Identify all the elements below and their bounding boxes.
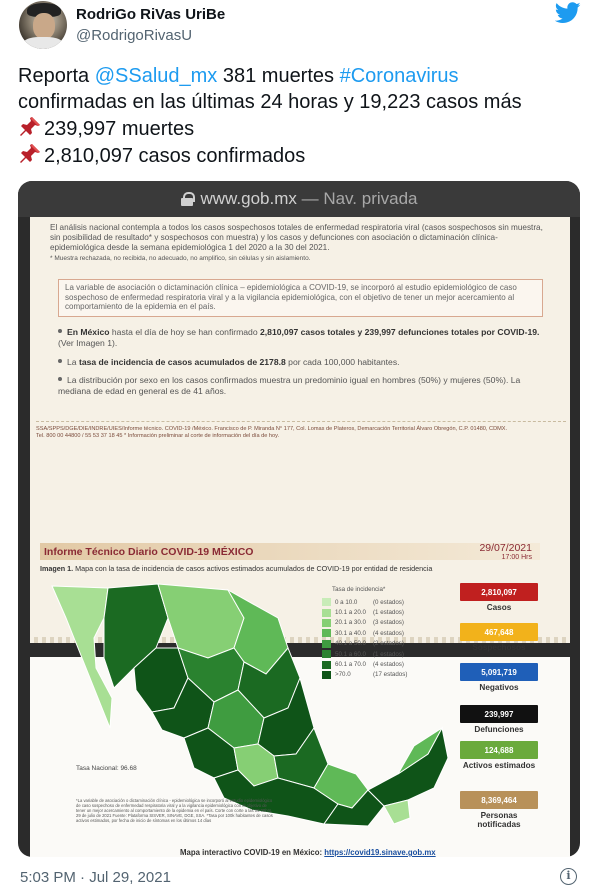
browser-url: www.gob.mx <box>200 189 297 208</box>
hashtag-link[interactable]: #Coronavirus <box>339 65 459 87</box>
legend-states: (1 estados) <box>373 609 404 617</box>
doc-bullet-3: La distribución por sexo en los casos confirmados muestra un predominio igual en hombres (50%) y mujeres (50%). La mediana de edad en general es de 41 años. <box>58 375 521 396</box>
legend-states: (4 estados) <box>373 629 404 637</box>
legend-swatch <box>322 598 331 606</box>
legend-row <box>322 649 413 659</box>
stat-value: 8,369,464 <box>460 791 538 809</box>
report-date: 29/07/2021 <box>479 542 532 554</box>
legend-swatch <box>322 661 331 669</box>
map-footer: Mapa interactivo COVID-19 en México: https://covid19.sinave.gob.mx <box>180 848 436 857</box>
legend-swatch <box>322 671 331 679</box>
legend-row <box>322 597 413 607</box>
legend-states: (2 estados) <box>373 640 404 648</box>
image-caption: Imagen 1. Mapa con la tasa de incidencia de casos activos estimados acumulados de COVID-19 por entidad de residencia <box>40 564 433 573</box>
doc-intro: El análisis nacional contempla a todos los casos sospechosos totales de enfermedad respiratoria viral (casos sospechosos sin muestra, sin posibilidad de resultado* y sospechosos con muestra) y los casos y defunciones con asociación o dictaminación clínica-epidemiológica desde la semana epidemiológica 1 del 2020 a la 30 del 2021. <box>50 223 543 252</box>
mention-link[interactable]: @SSalud_mx <box>94 65 218 87</box>
legend-range: 0 a 10.0 <box>335 598 358 606</box>
legend-states: (17 estados) <box>373 671 408 679</box>
author-handle[interactable]: @RodrigoRivasU <box>76 27 193 44</box>
legend-swatch <box>322 609 331 617</box>
stat-value: 467,648 <box>460 623 538 641</box>
legend-range: 60.1 a 70.0 <box>335 661 366 669</box>
legend-swatch <box>322 640 331 648</box>
tweet-cases: 2,810,097 casos confirmados <box>44 145 306 167</box>
stat-label: Activos estimados <box>462 761 536 770</box>
stat-card <box>460 791 538 829</box>
legend-states: (4 estados) <box>373 661 404 669</box>
stat-label: Personas notificadas <box>477 811 521 829</box>
legend-range: 40.1 a 50.0 <box>335 640 366 648</box>
info-icon[interactable]: i <box>560 868 577 885</box>
doc-footer: SSA/SPPS/DGE/DIE/INDRE/UIES/Informe técnico. COVID-19 /México. Francisco de P. Miranda N° 177, Col. Lomas de Plateros, Demarcación Territorial Álvaro Obregón, C.P. 01480, CDMX. Tel. 800 00 44800 / 55 53 37 18 45 * Información preliminar al corte de información del día de hoy. <box>36 421 566 440</box>
stat-card <box>460 705 538 734</box>
tweet-line-2: confirmadas en las últimas 24 horas y 19,223 casos más <box>18 91 522 113</box>
author-name[interactable]: RodriGo RiVas UriBe <box>76 6 226 23</box>
twitter-bird-icon[interactable] <box>555 2 581 24</box>
lock-icon <box>181 192 193 206</box>
tasa-nacional: Tasa Nacional: 96.68 <box>76 765 137 772</box>
doc-note-box: La variable de asociación o dictaminación clínica – epidemiológica a COVID-19, se incorporó al estudio epidemiológico de caso sospechoso de enfermedad respiratoria viral y a la vigilancia epidemiológica, con el objetivo de tener un mejor acercamiento al comportamiento de la epidemia en el país. <box>58 279 543 317</box>
stat-label: Negativos <box>479 683 519 692</box>
legend-range: >70.0 <box>335 671 351 679</box>
stat-value: 2,810,097 <box>460 583 538 601</box>
report-title-bar <box>40 543 540 560</box>
tweet-text <box>18 63 588 169</box>
stat-value: 5,091,719 <box>460 663 538 681</box>
stat-label: Defunciones <box>474 725 524 734</box>
legend-swatch <box>322 650 331 658</box>
legend-range: 20.1 a 30.0 <box>335 619 366 627</box>
doc-bullet-1: En México hasta el día de hoy se han confirmado 2,810,097 casos totales y 239,997 defunciones totales por COVID-19. (Ver Imagen 1). <box>58 327 540 348</box>
legend-row <box>322 670 413 680</box>
legend-swatch <box>322 629 331 637</box>
stat-label: Sospechosos <box>472 643 526 652</box>
legend-states: (0 estados) <box>373 598 404 606</box>
browser-mode: — Nav. privada <box>296 189 418 208</box>
stat-card <box>460 663 538 692</box>
report-time: 17:00 Hrs <box>501 554 532 561</box>
pushpin-icon <box>18 115 42 139</box>
pushpin-icon <box>18 142 42 166</box>
author-avatar[interactable] <box>19 1 67 49</box>
legend-swatch <box>322 619 331 627</box>
legend-title: Tasa de incidencia* <box>332 586 386 593</box>
stat-card <box>460 623 538 652</box>
browser-url-bar <box>18 181 580 217</box>
legend-range: 50.1 a 60.0 <box>335 650 366 658</box>
tweet-deaths: 239,997 muertes <box>44 118 195 140</box>
legend-row <box>322 659 413 669</box>
doc-footnote: * Muestra rechazada, no recibida, no adecuado, no amplifico, sin células y sin aislamiento. <box>50 255 311 262</box>
tweet-text-2: 381 muertes <box>217 65 340 87</box>
legend-states: (1 estados) <box>373 650 404 658</box>
legend-range: 10.1 a 20.0 <box>335 609 366 617</box>
incidence-legend <box>322 586 413 680</box>
report-title: Informe Técnico Diario COVID-19 MÉXICO <box>44 546 254 558</box>
map-link[interactable]: https://covid19.sinave.gob.mx <box>324 848 436 857</box>
tweet-timestamp[interactable]: 5:03 PM · Jul 29, 2021 <box>20 869 171 886</box>
stat-label: Casos <box>486 603 512 612</box>
legend-row <box>322 639 413 649</box>
legend-range: 30.1 a 40.0 <box>335 629 366 637</box>
stat-card <box>460 741 538 770</box>
stat-value: 239,997 <box>460 705 538 723</box>
stat-card <box>460 583 538 612</box>
legend-row <box>322 628 413 638</box>
legend-row <box>322 618 413 628</box>
legend-states: (3 estados) <box>373 619 404 627</box>
doc-bullet-2: La tasa de incidencia de casos acumulados de 2178.8 por cada 100,000 habitantes. <box>58 357 548 368</box>
map-note: *La variable de asociación o dictaminación clínica - epidemiológica se incorporó al estudio epidemiológico de caso sospechoso de enfermedad respiratoria viral y a la vigilancia epidemiológica con el objetivo de tener un mejor acercamiento al comportamiento de la epidemia en el país. Corte con corte a las 09:00hrs, 29 de julio de 2021 Fuente: Plataforma SISVER, SINAVE, DGE, SSA. *Tasa por 100k habitantes de casos activos estimados, por fecha de inicio de síntomas en los últimos 14 días <box>76 798 273 823</box>
tweet-text-1: Reporta <box>18 65 95 87</box>
legend-row <box>322 607 413 617</box>
infographic-body <box>30 538 570 857</box>
stat-value: 124,688 <box>460 741 538 759</box>
